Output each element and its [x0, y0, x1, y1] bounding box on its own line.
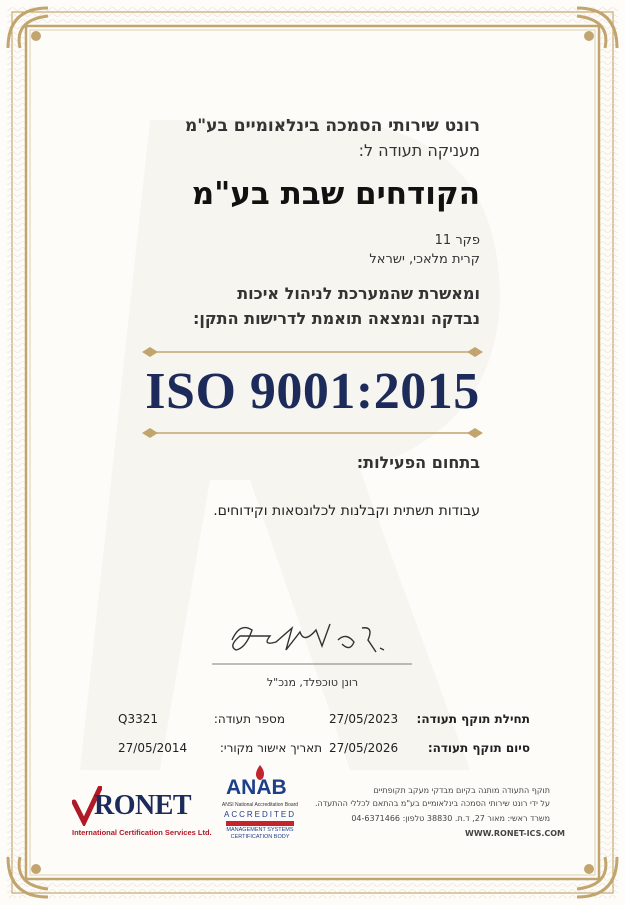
anab-wordmark: ANAB [226, 776, 287, 799]
watermark-r [80, 120, 500, 770]
cert-no-label: מספר תעודה: [213, 712, 285, 726]
footer-note-2: על ידי רונט שירותי הסמכה בינלאומיים בע"מ בהתאם לכללי ההתעדה. [314, 799, 550, 808]
footer-website: WWW.RONET-ICS.COM [465, 829, 566, 838]
address-line-2: קרית מלאכי, ישראל [369, 252, 480, 267]
anab-board-line: ANSI National Accreditation Board [221, 802, 299, 808]
cert-no-value: Q3321 [118, 712, 158, 726]
approval-line-2: נבדקה ונמצאה תואמת לדרישות התקן: [192, 309, 480, 328]
approval-line-1: ומאשרת שהמערכת לניהול איכות [237, 284, 480, 303]
granted-to-label: מעניקה תעודה ל: [358, 141, 480, 160]
valid-from-value: 27/05/2023 [329, 712, 399, 726]
valid-to-label: סיום תוקף תעודה: [427, 741, 530, 755]
original-date-label: תאריך אישור מקורי: [219, 741, 322, 755]
standard-title: ISO 9001:2015 [145, 363, 480, 420]
anab-logo [212, 768, 308, 848]
anab-red-bar [226, 821, 294, 826]
anab-accredited: ACCREDITED [223, 810, 296, 819]
issuer-name: רונט שירותי הסמכה בינלאומיים בע"מ [185, 116, 480, 136]
ronet-subtitle: International Certification Services Ltd. [72, 828, 212, 837]
ronet-logo [72, 784, 212, 842]
scope-text: עבודות תשתית וקבלנות לכלונסאות וקידוחים. [213, 503, 480, 519]
anab-cb-line: CERTIFICATION BODY [230, 834, 290, 840]
scope-title: בתחום הפעילות: [356, 453, 480, 472]
company-name: הקודחים שבת בע"מ [191, 176, 480, 212]
footer-note-3: משרד ראשי: מאור 27, ד.ת. 38830 טלפון: 04-6371466 [351, 814, 550, 823]
original-date-value: 27/05/2014 [118, 741, 188, 755]
footer-note-1: תוקף התעודה מותנה בקיום מבדקי מעקב תקופתיים [373, 786, 550, 795]
valid-to-value: 27/05/2026 [329, 741, 399, 755]
signatory-name: רונן טוכפלד, מנכ"ל [266, 676, 359, 689]
address-line-1: פקר 11 [434, 233, 480, 248]
valid-from-label: תחילת תוקף תעודה: [416, 712, 530, 726]
anab-ms-line: MANAGEMENT SYSTEMS [226, 827, 294, 833]
ronet-wordmark: RONET [94, 790, 192, 821]
